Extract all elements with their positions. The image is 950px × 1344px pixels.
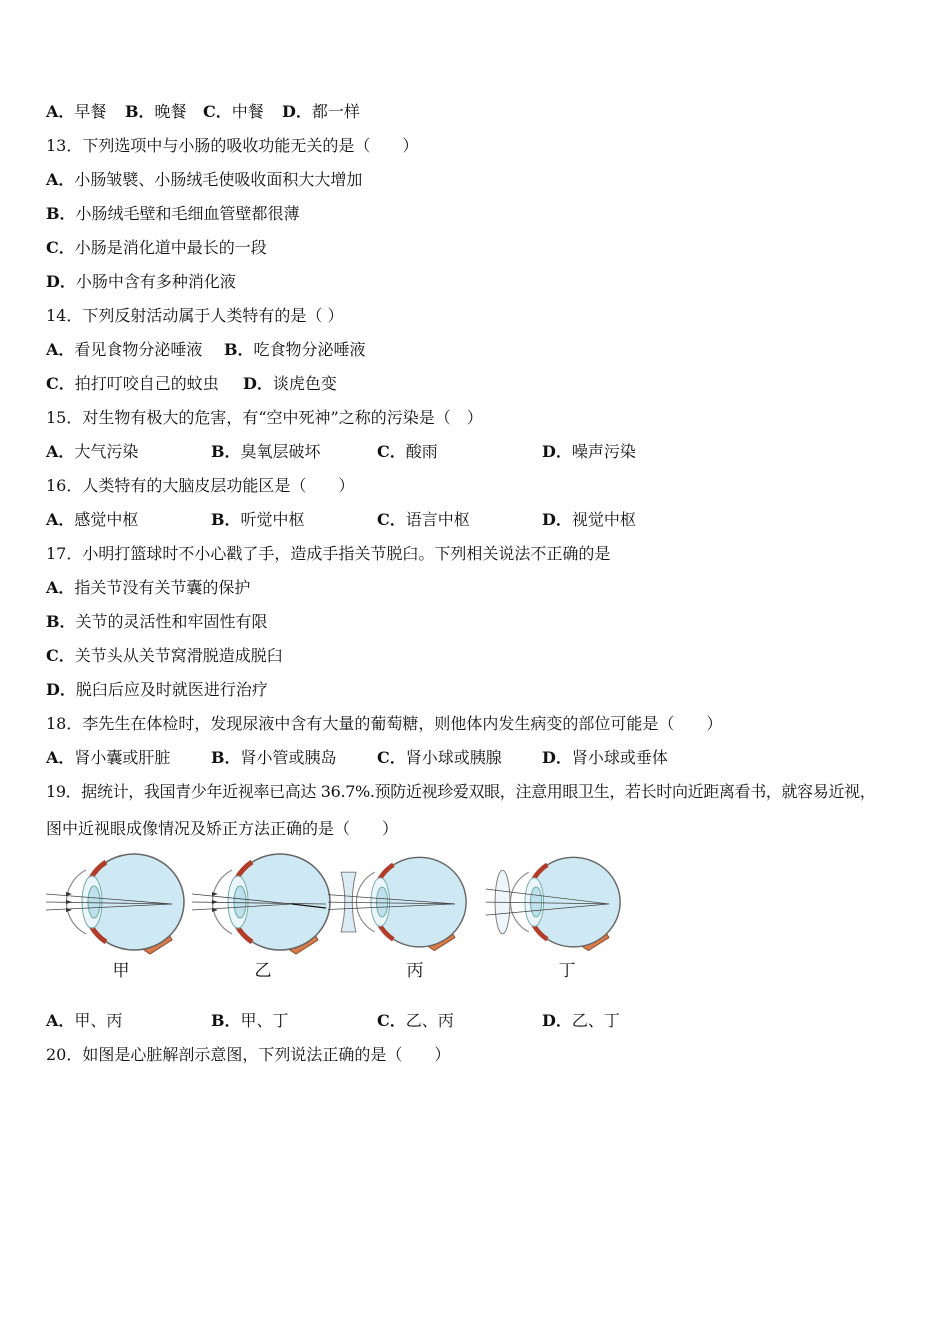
- q17-option-b[interactable]: B．关节的灵活性和牢固性有限: [46, 612, 268, 631]
- q18-stem: 18．李先生在体检时，发现尿液中含有大量的葡萄糖，则他体内发生病变的部位可能是（ ）: [46, 714, 723, 733]
- q12-option-b[interactable]: B．晚餐: [125, 102, 187, 121]
- q15-option-c[interactable]: C．酸雨: [377, 442, 438, 461]
- q15-option-d[interactable]: D．噪声污染: [542, 442, 636, 461]
- figure-label-jia: 甲: [112, 961, 130, 981]
- q16-stem: 16．人类特有的大脑皮层功能区是（ ）: [46, 476, 355, 495]
- q20-stem: 20．如图是心脏解剖示意图，下列说法正确的是（ ）: [46, 1045, 451, 1064]
- q14-option-c[interactable]: C．拍打叮咬自己的蚊虫: [46, 374, 219, 393]
- q17-option-a[interactable]: A．指关节没有关节囊的保护: [46, 578, 251, 597]
- q16-option-c[interactable]: C．语言中枢: [377, 510, 470, 529]
- figure-label-yi: 乙: [254, 961, 272, 981]
- q19-stem-line2: 图中近视眼成像情况及矫正方法正确的是（ ）: [46, 819, 399, 838]
- q18-option-a[interactable]: A．肾小囊或肝脏: [46, 748, 171, 767]
- q13-stem: 13．下列选项中与小肠的吸收功能无关的是（ ）: [46, 136, 419, 155]
- q13-option-a[interactable]: A．小肠皱襞、小肠绒毛使吸收面积大大增加: [46, 170, 363, 189]
- q18-option-c[interactable]: C．肾小球或胰腺: [377, 748, 502, 767]
- q19-option-d[interactable]: D．乙、丁: [542, 1011, 620, 1030]
- q18-option-d[interactable]: D．肾小球或垂体: [542, 748, 668, 767]
- q14-option-a[interactable]: A．看见食物分泌唾液: [46, 340, 203, 359]
- eye-diagram-figure: [46, 848, 626, 983]
- q15-option-b[interactable]: B．臭氧层破坏: [211, 442, 321, 461]
- q19-stem-line1: 19．据统计，我国青少年近视率已高达 36.7%.预防近视珍爱双眼，注意用眼卫生，若长时向近距离看书，就容易近视，: [46, 782, 876, 801]
- q15-option-a[interactable]: A．大气污染: [46, 442, 139, 461]
- q12-option-c[interactable]: C．中餐: [203, 102, 264, 121]
- figure-label-bing: 丙: [406, 961, 424, 981]
- q14-option-b[interactable]: B．吃食物分泌唾液: [224, 340, 366, 359]
- q19-option-c[interactable]: C．乙、丙: [377, 1011, 454, 1030]
- eye-diagram-yi: [192, 848, 332, 958]
- eye-diagram-bing: [328, 848, 468, 958]
- eye-diagram-ding: [482, 848, 622, 958]
- q17-option-d[interactable]: D．脱臼后应及时就医进行治疗: [46, 680, 268, 699]
- q12-option-d[interactable]: D．都一样: [282, 102, 360, 121]
- q14-stem: 14．下列反射活动属于人类特有的是（ ）: [46, 306, 344, 325]
- q19-option-a[interactable]: A．甲、丙: [46, 1011, 123, 1030]
- q17-stem: 17．小明打篮球时不小心戳了手，造成手指关节脱臼。下列相关说法不正确的是: [46, 544, 611, 563]
- q14-option-d[interactable]: D．谈虎色变: [243, 374, 337, 393]
- eye-diagram-jia: [46, 848, 186, 958]
- figure-label-ding: 丁: [558, 961, 576, 981]
- q18-option-b[interactable]: B．肾小管或胰岛: [211, 748, 337, 767]
- q16-option-b[interactable]: B．听觉中枢: [211, 510, 305, 529]
- q16-option-a[interactable]: A．感觉中枢: [46, 510, 139, 529]
- q13-option-d[interactable]: D．小肠中含有多种消化液: [46, 272, 236, 291]
- q16-option-d[interactable]: D．视觉中枢: [542, 510, 636, 529]
- q17-option-c[interactable]: C．关节头从关节窝滑脱造成脱臼: [46, 646, 283, 665]
- q19-option-b[interactable]: B．甲、丁: [211, 1011, 289, 1030]
- q13-option-b[interactable]: B．小肠绒毛壁和毛细血管壁都很薄: [46, 204, 300, 223]
- q12-option-a[interactable]: A．早餐: [46, 102, 107, 121]
- q15-stem: 15．对生物有极大的危害，有“空中死神”之称的污染是（ ）: [46, 408, 483, 427]
- q13-option-c[interactable]: C．小肠是消化道中最长的一段: [46, 238, 267, 257]
